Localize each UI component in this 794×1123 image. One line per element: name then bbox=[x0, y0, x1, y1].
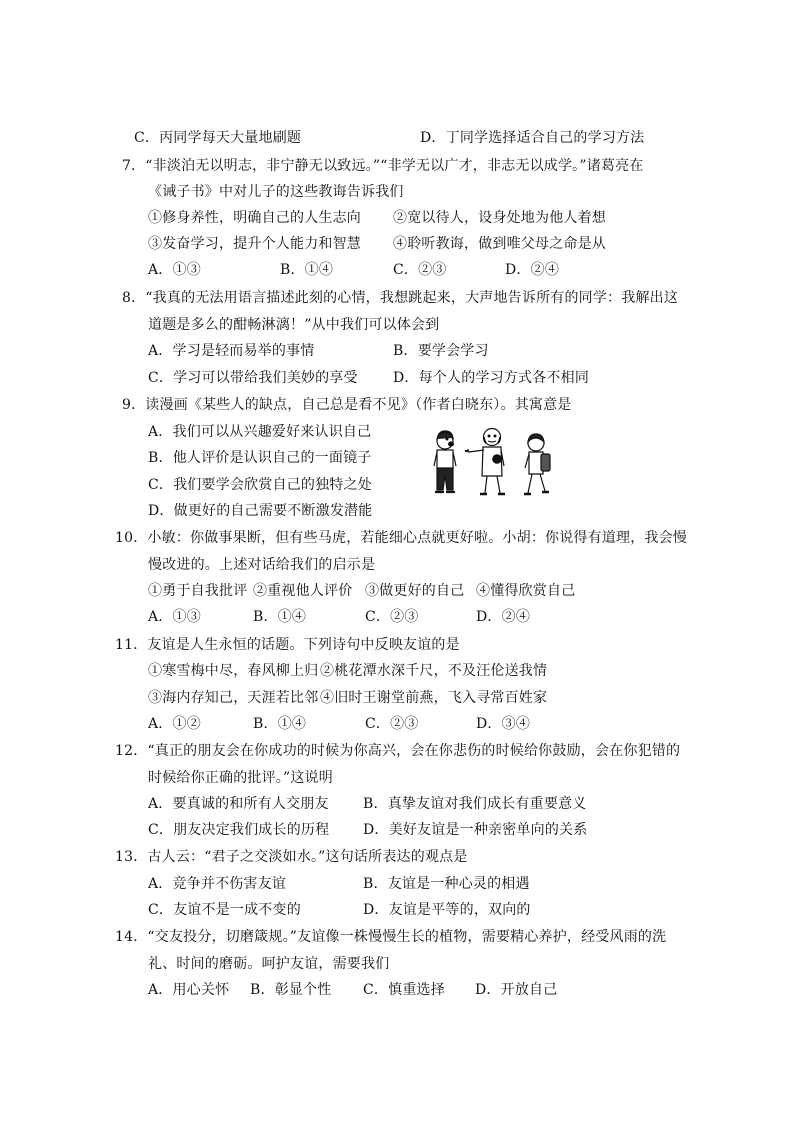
q12-option-c: C．朋友决定我们成长的历程 bbox=[148, 822, 330, 838]
q13-stem-line-1: 13．古人云：“君子之交淡如水。”这句话所表达的观点是 bbox=[115, 849, 468, 865]
q6-option-d: D．丁同学选择适合自己的学习方法 bbox=[420, 130, 645, 146]
q8-option-a: A．学习是轻而易举的事情 bbox=[148, 343, 315, 359]
q11-statement-1: ①寒雪梅中尽，春风柳上归 bbox=[148, 663, 319, 679]
q10-option-b: B．①④ bbox=[253, 609, 307, 625]
q10-stem-line-1: 10．小敏：你做事果断，但有些马虎，若能细心点就更好啦。小胡：你说得有道理，我会慢 bbox=[115, 530, 688, 546]
q9-cartoon-image bbox=[425, 426, 565, 498]
q12-option-d: D．美好友谊是一种亲密单向的关系 bbox=[363, 822, 588, 838]
q11-option-d: D．③④ bbox=[476, 716, 531, 732]
cartoon-walking-person bbox=[524, 434, 550, 494]
cartoon-talking-person bbox=[434, 431, 456, 492]
q11-option-c: C．②③ bbox=[365, 716, 419, 732]
q11-option-b: B．①④ bbox=[253, 716, 307, 732]
q7-stem-line-1: 7．“非淡泊无以明志，非宁静无以致远。”“非学无以广才，非志无以成学。”诸葛亮在 bbox=[122, 158, 644, 174]
q7-stem-line-2: 《诫子书》中对儿子的这些教诲告诉我们 bbox=[148, 184, 404, 200]
q9-option-c: C．我们要学会欣赏自己的独特之处 bbox=[148, 477, 372, 493]
q13-option-c: C．友谊不是一成不变的 bbox=[148, 902, 301, 918]
q11-statement-4: ④旧时王谢堂前燕，飞入寻常百姓家 bbox=[320, 690, 548, 706]
q7-option-b: B．①④ bbox=[280, 262, 334, 278]
q10-statement-3: ③做更好的自己 bbox=[365, 583, 465, 599]
q7-statement-1: ①修身养性，明确自己的人生志向 bbox=[148, 210, 361, 226]
q14-option-b: B．彰显个性 bbox=[250, 982, 332, 998]
q14-stem-line-2: 礼、时间的磨砺。呵护友谊，需要我们 bbox=[148, 956, 390, 972]
q10-option-c: C．②③ bbox=[365, 609, 419, 625]
q7-option-c: C．②③ bbox=[393, 262, 447, 278]
q7-statement-4: ④聆听教诲，做到唯父母之命是从 bbox=[393, 236, 606, 252]
q7-option-d: D．②④ bbox=[505, 262, 560, 278]
q10-stem-line-2: 慢改进的。上述对话给我们的启示是 bbox=[148, 557, 376, 573]
q10-statement-1: ①勇于自我批评 bbox=[148, 583, 248, 599]
q14-stem-line-1: 14．“交友投分，切磨箴规。”友谊像一株慢慢生长的植物，需要精心养护，经受风雨的洗 bbox=[115, 929, 667, 945]
cartoon-pointing-man bbox=[465, 429, 505, 495]
q13-option-a: A．竞争并不伤害友谊 bbox=[148, 876, 287, 892]
q13-option-b: B．友谊是一种心灵的相遇 bbox=[363, 876, 530, 892]
q6-option-c: C．丙同学每天大量地刷题 bbox=[134, 130, 302, 146]
q8-option-b: B．要学会学习 bbox=[393, 343, 489, 359]
q12-option-b: B．真挚友谊对我们成长有重要意义 bbox=[363, 796, 587, 812]
q13-option-d: D．友谊是平等的，双向的 bbox=[363, 902, 531, 918]
q11-statement-2: ②桃花潭水深千尺，不及汪伦送我情 bbox=[320, 663, 548, 679]
q7-option-a: A．①③ bbox=[148, 262, 201, 278]
q9-option-b: B．他人评价是认识自己的一面镜子 bbox=[148, 450, 372, 466]
q10-option-a: A．①③ bbox=[148, 609, 201, 625]
q12-stem-line-1: 12．“真正的朋友会在你成功的时候为你高兴，会在你悲伤的时候给你鼓励，会在你犯错的 bbox=[115, 743, 681, 759]
q9-stem-line-1: 9．读漫画《某些人的缺点，自己总是看不见》（作者白晓东）。其寓意是 bbox=[122, 397, 572, 413]
q14-option-d: D．开放自己 bbox=[475, 982, 558, 998]
q8-option-d: D．每个人的学习方式各不相同 bbox=[393, 370, 590, 386]
q11-option-a: A．①② bbox=[148, 716, 201, 732]
q10-option-d: D．②④ bbox=[476, 609, 531, 625]
q8-stem-line-2: 道题是多么的酣畅淋漓！”从中我们可以体会到 bbox=[148, 317, 440, 333]
q9-option-d: D．做更好的自己需要不断激发潜能 bbox=[148, 503, 373, 519]
q12-option-a: A．要真诚的和所有人交朋友 bbox=[148, 796, 329, 812]
q11-stem-line-1: 11．友谊是人生永恒的话题。下列诗句中反映友谊的是 bbox=[115, 637, 460, 653]
q12-stem-line-2: 时候给你正确的批评。”这说明 bbox=[148, 770, 333, 786]
q8-option-c: C．学习可以带给我们美妙的享受 bbox=[148, 370, 358, 386]
q10-statement-2: ②重视他人评价 bbox=[253, 583, 353, 599]
q11-statement-3: ③海内存知己，天涯若比邻 bbox=[148, 690, 319, 706]
q14-option-c: C．慎重选择 bbox=[363, 982, 445, 998]
q8-stem-line-1: 8．“我真的无法用语言描述此刻的心情，我想跳起来，大声地告诉所有的同学：我解出这 bbox=[122, 290, 679, 306]
q7-statement-3: ③发奋学习，提升个人能力和智慧 bbox=[148, 236, 361, 252]
q7-statement-2: ②宽以待人，设身处地为他人着想 bbox=[393, 210, 606, 226]
q10-statement-4: ④懂得欣赏自己 bbox=[476, 583, 576, 599]
q14-option-a: A．用心关怀 bbox=[148, 982, 230, 998]
q9-option-a: A．我们可以从兴趣爱好来认识自己 bbox=[148, 424, 372, 440]
